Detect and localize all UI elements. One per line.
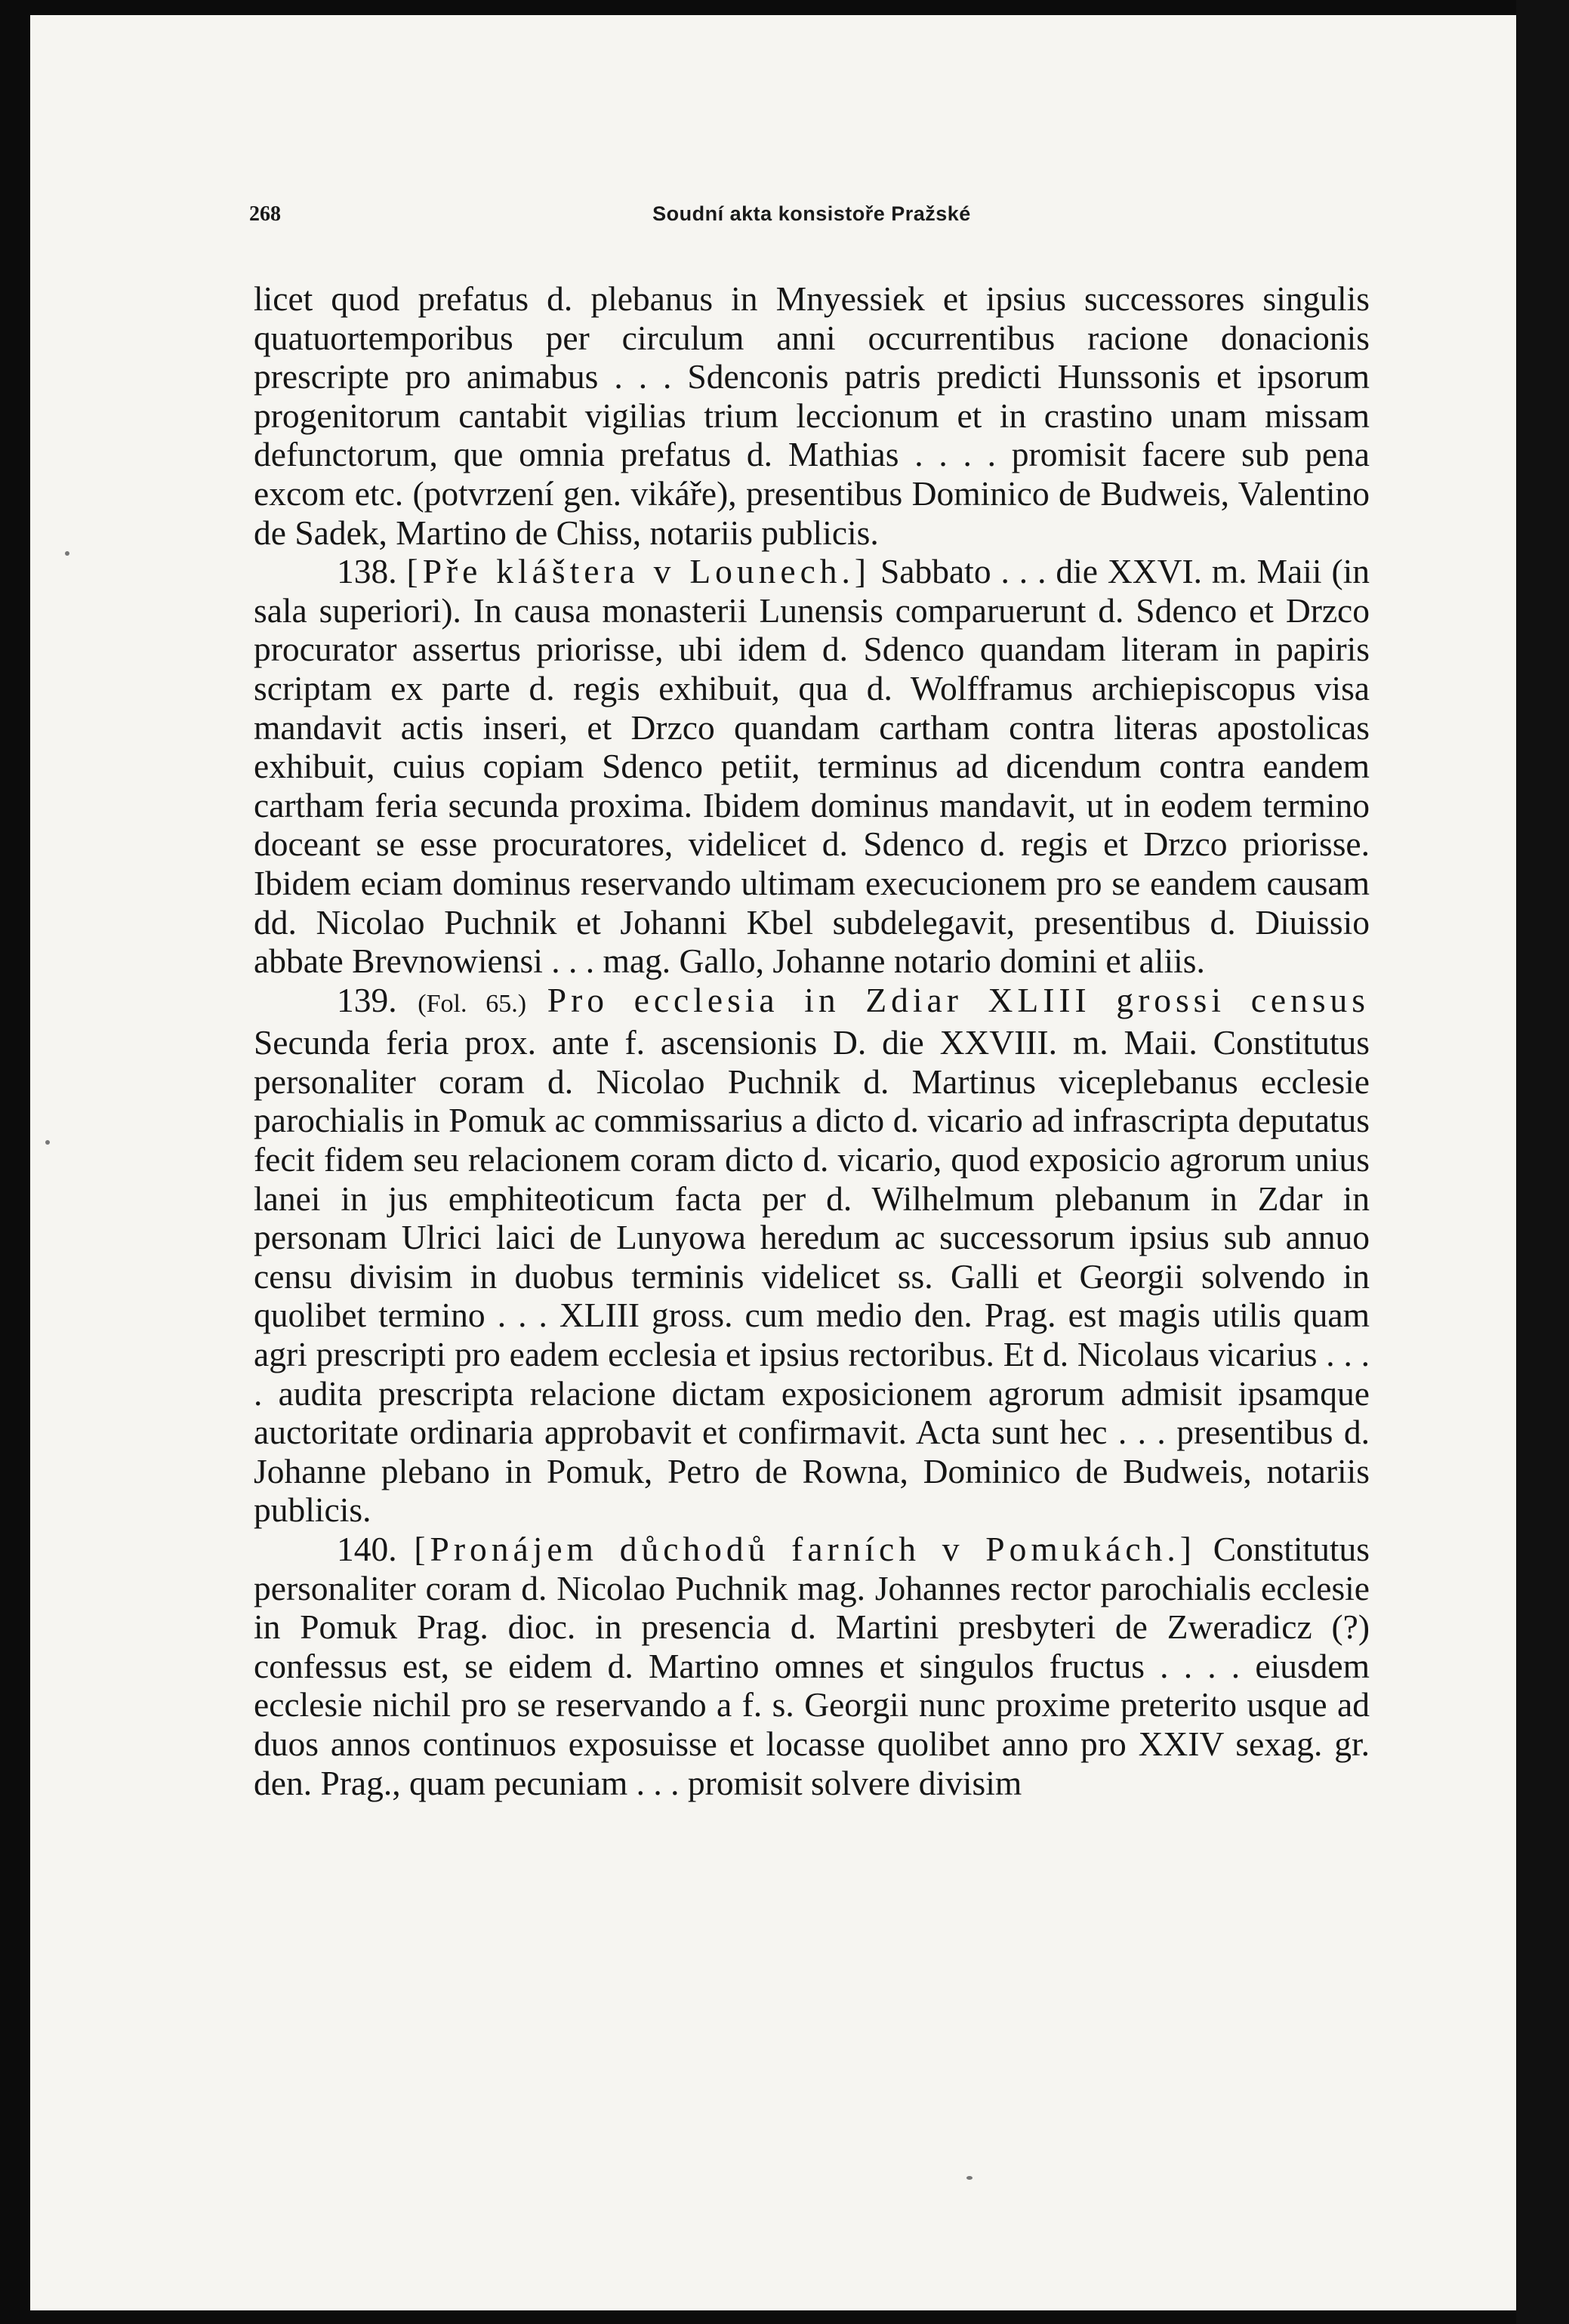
- entry-heading: [Pronájem důchodů farních v Pomukách.]: [414, 1530, 1196, 1568]
- dust-speck: [966, 2176, 973, 2180]
- page-edge-shadow: [1516, 0, 1569, 2324]
- entry-text: Secunda feria prox. ante f. ascensionis D. die XXVIII. m. Maii. Constitutus personaliter coram d. Nicolao Puchnik d. Martinus viceplebanus ecclesie parochialis in Pomuk ac commissarius a dicto d. vicario ad infrascripta deputatus fecit fidem seu relacionem coram dicto d. vicario, quod exposicio agrorum unius lanei in jus emphiteoticum facta per d. Wilhelmum plebanum in Zdar in personam Ulrici laici de Lunyowa heredum ac successorum ipsius sub annuo censu divisim in duobus terminis videlicet ss. Galli et Georgii solvendo in quolibet termino . . . XLIII gross. cum medio den. Prag. est magis utilis quam agri prescripti pro eadem ecclesia et ipsius rectoribus. Et d. Nicolaus vicarius . . . . audita prescripta relacione dictam exposicionem agrorum admisit ipsamque auctoritate ordinaria approbavit et confirmavit. Acta sunt hec . . . presentibus d. Johanne plebano in Pomuk, Petro de Rowna, Dominico de Budweis, notariis publicis.: [254, 1023, 1370, 1530]
- entry-text: Sabbato . . . die XXVI. m. Maii (in sala superiori). In causa monasterii Lunensis comparuerunt d. Sdenco et Drzco procurator assertus priorisse, ubi idem d. Sdenco quandam literam in papiris scriptam ex parte d. regis exhibuit, qua d. Wolfframus archiepiscopus visa mandavit actis inseri, et Drzco quandam cartham contra literas apostolicas exhibuit, cuius copiam Sdenco petiit, terminus ad dicendum contra eandem cartham feria secunda proxima. Ibidem dominus mandavit, ut in eodem termino doceant se esse procuratores, videlicet d. Sdenco d. regis et Drzco priorisse. Ibidem eciam dominus reservando ultimam execucionem pro se eandem causam dd. Nicolao Puchnik et Johanni Kbel subdelegavit, presentibus d. Diuissio abbate Brevnowiensi . . . mag. Gallo, Johanne notario domini et aliis.: [254, 552, 1370, 981]
- entry-heading: [Pře kláštera v Lounech.]: [406, 552, 871, 591]
- entry-138: [254, 552, 1370, 981]
- folio-reference: (Fol. 65.): [418, 989, 527, 1018]
- entry-number: 139.: [337, 980, 397, 1019]
- entry-140: [254, 1530, 1370, 1802]
- page-header: [249, 202, 1374, 233]
- entry-139: [254, 981, 1370, 1530]
- continuation-paragraph: licet quod prefatus d. plebanus in Mnyessiek et ipsius successores singulis quatuortemporibus per circulum anni occurrentibus racione donacionis prescripte pro animabus . . . Sdenconis patris predicti Hunssonis et ipsorum progenitorum cantabit vigilias trium leccionum et in crastino unam missam defunctorum, que omnia prefatus d. Mathias . . . . promisit facere sub pena excom etc. (potvrzení gen. vikáře), presentibus Dominico de Budweis, Valentino de Sadek, Martino de Chiss, notariis publicis.: [254, 279, 1370, 552]
- entry-text: Constitutus personaliter coram d. Nicolao Puchnik mag. Johannes rector parochialis ecclesie in Pomuk Prag. dioc. in presencia d. Martini presbyteri de Zweradicz (?) confessus est, se eidem d. Martino omnes et singulos fructus . . . . eiusdem ecclesie nichil pro se reservando a f. s. Georgii nunc proxime preterito usque ad duos annos continuos exposuisse et locasse quolibet anno pro XXIV sexag. gr. den. Prag., quam pecuniam . . . promisit solvere divisim: [254, 1530, 1370, 1802]
- dust-speck: [65, 551, 69, 556]
- page-body: [254, 279, 1370, 1802]
- page-number: 268: [249, 202, 281, 226]
- entry-number: 138.: [337, 552, 397, 591]
- running-title: Soudní akta konsistoře Pražské: [652, 202, 971, 225]
- entry-heading: Pro ecclesia in Zdiar XLIII grossi census: [547, 980, 1370, 1019]
- entry-number: 140.: [337, 1530, 397, 1568]
- dust-speck: [45, 1140, 50, 1145]
